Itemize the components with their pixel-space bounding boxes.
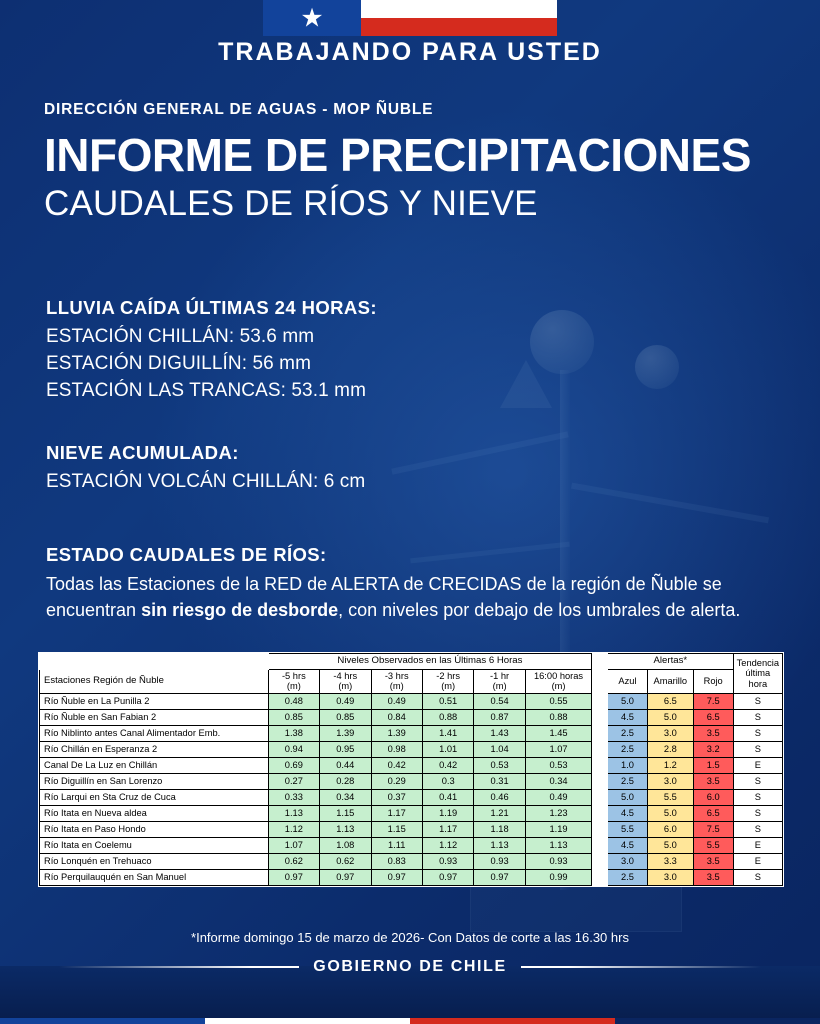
cell-level: 1.41 (422, 725, 473, 741)
cell-level: 0.42 (422, 757, 473, 773)
section-rainfall (46, 297, 377, 405)
star-icon: ★ (300, 2, 324, 33)
cell-alert-amarillo: 2.8 (647, 741, 693, 757)
cell-level: 0.51 (422, 693, 473, 709)
cell-level: 0.27 (268, 773, 319, 789)
cell-level: 0.42 (371, 757, 422, 773)
cell-level: 0.62 (268, 853, 319, 869)
cell-alert-azul: 2.5 (607, 741, 647, 757)
alert-header-amarillo: Amarillo (647, 670, 693, 694)
cell-station: Río Perquilauquén en San Manuel (40, 869, 269, 885)
cell-level: 1.21 (474, 805, 525, 821)
cell-alert-amarillo: 5.0 (647, 837, 693, 853)
time-header-4 (474, 670, 525, 694)
cell-alert-amarillo: 5.0 (647, 709, 693, 725)
cell-level: 0.85 (320, 709, 371, 725)
cell-alert-amarillo: 6.0 (647, 821, 693, 837)
arm-shape-1 (391, 431, 568, 474)
cell-alert-amarillo: 6.5 (647, 693, 693, 709)
cell-level: 1.13 (320, 821, 371, 837)
empty-corner-cell (40, 654, 269, 670)
cell-level: 0.97 (320, 869, 371, 885)
cell-trend: E (733, 853, 782, 869)
cell-alert-azul: 2.5 (607, 725, 647, 741)
station-column-header: Estaciones Región de Ñuble (40, 670, 269, 694)
time-header-1 (320, 670, 371, 694)
cell-level: 1.07 (525, 741, 591, 757)
cell-alert-azul: 4.5 (607, 805, 647, 821)
cell-level: 1.13 (474, 837, 525, 853)
cell-trend: S (733, 869, 782, 885)
cell-station: Canal De La Luz en Chillán (40, 757, 269, 773)
cell-alert-rojo: 3.5 (693, 853, 733, 869)
time-header-label-0: -5 hrs (281, 671, 306, 681)
table-row (40, 869, 783, 885)
cell-level: 1.12 (268, 821, 319, 837)
spacer-cell (592, 693, 608, 709)
footer-strip-red (410, 1018, 615, 1024)
cell-level: 1.01 (422, 741, 473, 757)
cell-level: 0.97 (422, 869, 473, 885)
cell-level: 1.39 (371, 725, 422, 741)
snow-line-1: ESTACIÓN VOLCÁN CHILLÁN: 6 cm (46, 471, 366, 492)
table-row (40, 693, 783, 709)
cell-level: 0.99 (525, 869, 591, 885)
rainfall-heading: LLUVIA CAÍDA ÚLTIMAS 24 HORAS: (46, 297, 377, 318)
cell-level: 0.53 (525, 757, 591, 773)
cell-level: 0.34 (525, 773, 591, 789)
flag-stripes (361, 0, 557, 36)
cell-level: 1.07 (268, 837, 319, 853)
cell-level: 0.48 (268, 693, 319, 709)
cell-level: 0.87 (474, 709, 525, 725)
sensor-shape-2 (635, 345, 679, 389)
cell-level: 1.17 (422, 821, 473, 837)
table-row (40, 741, 783, 757)
unit-label-4: (m) (492, 681, 507, 692)
table-row (40, 805, 783, 821)
cell-station: Río Itata en Coelemu (40, 837, 269, 853)
spacer-cell (592, 741, 608, 757)
rainfall-line-2: ESTACIÓN DIGUILLÍN: 56 mm (46, 352, 312, 374)
cell-alert-rojo: 6.5 (693, 805, 733, 821)
cell-alert-amarillo: 3.0 (647, 773, 693, 789)
cell-alert-amarillo: 3.0 (647, 869, 693, 885)
chilean-flag-banner (263, 0, 557, 36)
cell-alert-rojo: 7.5 (693, 821, 733, 837)
cell-level: 0.88 (525, 709, 591, 725)
cell-alert-rojo: 6.5 (693, 709, 733, 725)
cell-level: 0.98 (371, 741, 422, 757)
footer-strip-navy (615, 1018, 820, 1024)
cell-level: 0.28 (320, 773, 371, 789)
cell-level: 0.55 (525, 693, 591, 709)
cell-trend: E (733, 837, 782, 853)
cell-level: 1.45 (525, 725, 591, 741)
cell-level: 0.49 (525, 789, 591, 805)
footer-rule-right (521, 966, 761, 968)
spacer-cell (592, 805, 608, 821)
cell-alert-amarillo: 1.2 (647, 757, 693, 773)
cell-level: 0.3 (422, 773, 473, 789)
time-header-5 (525, 670, 591, 694)
alerts-group-header: Alertas* (607, 654, 733, 670)
footer-rule-left (59, 966, 299, 968)
unit-label-2: (m) (389, 681, 404, 692)
slogan-text: TRABAJANDO PARA USTED (218, 38, 602, 66)
footnote-text: *Informe domingo 15 de marzo de 2026- Con Datos de corte a las 16.30 hrs (191, 930, 629, 945)
unit-label-5: (m) (551, 681, 566, 692)
unit-label-3: (m) (441, 681, 456, 692)
time-header-label-2: -3 hrs (384, 671, 409, 681)
spacer-cell-1 (592, 654, 608, 670)
cell-level: 0.94 (268, 741, 319, 757)
cell-level: 1.39 (320, 725, 371, 741)
cell-level: 0.29 (371, 773, 422, 789)
cell-level: 0.46 (474, 789, 525, 805)
time-header-3 (422, 670, 473, 694)
cell-alert-azul: 5.0 (607, 693, 647, 709)
cell-alert-rojo: 1.5 (693, 757, 733, 773)
cell-station: Río Itata en Nueva aldea (40, 805, 269, 821)
cell-station: Río Lonquén en Trehuaco (40, 853, 269, 869)
table-row (40, 821, 783, 837)
cell-level: 1.23 (525, 805, 591, 821)
cell-level: 1.15 (320, 805, 371, 821)
cell-level: 1.43 (474, 725, 525, 741)
river-levels-table (39, 653, 783, 886)
cell-alert-azul: 1.0 (607, 757, 647, 773)
cell-alert-azul: 3.0 (607, 853, 647, 869)
cell-station: Río Itata en Paso Hondo (40, 821, 269, 837)
cell-alert-amarillo: 5.0 (647, 805, 693, 821)
page-title: INFORME DE PRECIPITACIONES (44, 129, 751, 181)
section-snow (46, 442, 365, 496)
table-row (40, 725, 783, 741)
cell-alert-amarillo: 3.3 (647, 853, 693, 869)
cell-level: 0.97 (268, 869, 319, 885)
flag-red-stripe (361, 18, 557, 36)
cell-level: 0.31 (474, 773, 525, 789)
table-row (40, 757, 783, 773)
cell-level: 1.11 (371, 837, 422, 853)
time-header-2 (371, 670, 422, 694)
cell-alert-azul: 4.5 (607, 709, 647, 725)
page-subtitle: CAUDALES DE RÍOS Y NIEVE (44, 184, 538, 223)
cell-alert-amarillo: 5.5 (647, 789, 693, 805)
cell-alert-rojo: 3.5 (693, 869, 733, 885)
cell-level: 0.84 (371, 709, 422, 725)
spacer-cell (592, 789, 608, 805)
spacer-cell (592, 837, 608, 853)
levels-group-header: Niveles Observados en las Últimas 6 Horas (268, 654, 592, 670)
unit-label-1: (m) (338, 681, 353, 692)
rivers-paragraph (46, 571, 766, 623)
river-levels-table-wrapper (38, 652, 784, 887)
cell-level: 0.41 (422, 789, 473, 805)
cell-station: Río Diguillín en San Lorenzo (40, 773, 269, 789)
footer-label: GOBIERNO DE CHILE (313, 958, 507, 975)
cell-alert-azul: 5.0 (607, 789, 647, 805)
cell-level: 1.13 (525, 837, 591, 853)
cell-level: 0.69 (268, 757, 319, 773)
cell-level: 0.95 (320, 741, 371, 757)
cell-alert-rojo: 3.2 (693, 741, 733, 757)
cell-level: 0.34 (320, 789, 371, 805)
footer-strip-blue (0, 1018, 205, 1024)
cell-level: 1.08 (320, 837, 371, 853)
cell-trend: S (733, 693, 782, 709)
cell-level: 0.97 (474, 869, 525, 885)
table-group-header-row (40, 654, 783, 670)
cell-level: 0.49 (371, 693, 422, 709)
cell-station: Río Ñuble en La Punilla 2 (40, 693, 269, 709)
cell-trend: S (733, 789, 782, 805)
cell-level: 0.49 (320, 693, 371, 709)
table-body (40, 693, 783, 885)
spacer-cell (592, 821, 608, 837)
cell-level: 0.88 (422, 709, 473, 725)
cell-station: Río Ñuble en San Fabian 2 (40, 709, 269, 725)
rainfall-line-3: ESTACIÓN LAS TRANCAS: 53.1 mm (46, 379, 366, 401)
cell-trend: S (733, 821, 782, 837)
cell-trend: S (733, 773, 782, 789)
rain-gauge-cone (500, 360, 552, 408)
cell-trend: S (733, 805, 782, 821)
cell-trend: S (733, 725, 782, 741)
spacer-cell-2 (592, 670, 608, 694)
rivers-paragraph-bold: sin riesgo de desborde (141, 600, 339, 621)
spacer-cell (592, 773, 608, 789)
spacer-cell (592, 709, 608, 725)
footer-color-strip (0, 1018, 820, 1024)
spacer-cell (592, 853, 608, 869)
cell-alert-rojo: 7.5 (693, 693, 733, 709)
cell-alert-rojo: 6.0 (693, 789, 733, 805)
cell-trend: S (733, 709, 782, 725)
cell-level: 0.44 (320, 757, 371, 773)
cell-level: 1.17 (371, 805, 422, 821)
cell-level: 0.33 (268, 789, 319, 805)
cell-alert-rojo: 3.5 (693, 725, 733, 741)
arm-shape-2 (571, 483, 769, 524)
flag-white-stripe (361, 0, 557, 18)
rivers-paragraph-part2: , con niveles por debajo de los umbrales de alerta. (338, 600, 741, 621)
cell-level: 1.15 (371, 821, 422, 837)
table-row (40, 789, 783, 805)
rivers-paragraph-part1: Todas las Estaciones de la RED de ALERTA de CRECIDAS de la región de Ñuble se encuentran (46, 574, 722, 621)
cell-level: 0.53 (474, 757, 525, 773)
cell-level: 1.18 (474, 821, 525, 837)
cell-alert-azul: 2.5 (607, 869, 647, 885)
cell-alert-rojo: 3.5 (693, 773, 733, 789)
cell-level: 0.83 (371, 853, 422, 869)
flag-blue-canton (263, 0, 361, 36)
cell-level: 0.37 (371, 789, 422, 805)
cell-level: 0.93 (422, 853, 473, 869)
cell-level: 1.12 (422, 837, 473, 853)
cell-station: Río Chillán en Esperanza 2 (40, 741, 269, 757)
table-row (40, 837, 783, 853)
table-sub-header-row (40, 670, 783, 694)
cell-alert-rojo: 5.5 (693, 837, 733, 853)
cell-level: 0.85 (268, 709, 319, 725)
alert-header-rojo: Rojo (693, 670, 733, 694)
cell-level: 1.19 (525, 821, 591, 837)
cell-level: 0.93 (525, 853, 591, 869)
cell-alert-azul: 4.5 (607, 837, 647, 853)
cell-level: 0.62 (320, 853, 371, 869)
rainfall-line-1: ESTACIÓN CHILLÁN: 53.6 mm (46, 326, 315, 347)
cell-level: 0.54 (474, 693, 525, 709)
snow-heading: NIEVE ACUMULADA: (46, 442, 239, 463)
cell-alert-amarillo: 3.0 (647, 725, 693, 741)
time-header-label-4: -1 hr (490, 671, 510, 681)
time-header-0 (268, 670, 319, 694)
spacer-cell (592, 725, 608, 741)
table-row (40, 773, 783, 789)
table-row (40, 709, 783, 725)
time-header-label-3: -2 hrs (436, 671, 461, 681)
section-rivers (46, 544, 766, 623)
cell-level: 0.93 (474, 853, 525, 869)
unit-label-0: (m) (286, 681, 301, 692)
footer-content (0, 958, 820, 976)
cell-trend: S (733, 741, 782, 757)
cell-level: 1.13 (268, 805, 319, 821)
cell-level: 1.04 (474, 741, 525, 757)
alert-header-azul: Azul (607, 670, 647, 694)
rivers-heading: ESTADO CAUDALES DE RÍOS: (46, 544, 327, 565)
table-row (40, 853, 783, 869)
time-header-label-5: 16:00 horas (533, 671, 584, 681)
table-head (40, 654, 783, 694)
footer-strip-white (205, 1018, 410, 1024)
sensor-shape-1 (530, 310, 594, 374)
cell-alert-azul: 2.5 (607, 773, 647, 789)
cell-alert-azul: 5.5 (607, 821, 647, 837)
cell-level: 0.97 (371, 869, 422, 885)
organization-line: DIRECCIÓN GENERAL DE AGUAS - MOP ÑUBLE (44, 101, 434, 118)
cell-level: 1.38 (268, 725, 319, 741)
cell-level: 1.19 (422, 805, 473, 821)
trend-group-header: Tendencia última hora (733, 654, 782, 694)
spacer-cell (592, 869, 608, 885)
cell-station: Río Larqui en Sta Cruz de Cuca (40, 789, 269, 805)
spacer-cell (592, 757, 608, 773)
cell-station: Río Niblinto antes Canal Alimentador Emb. (40, 725, 269, 741)
cell-trend: E (733, 757, 782, 773)
time-header-label-1: -4 hrs (333, 671, 358, 681)
